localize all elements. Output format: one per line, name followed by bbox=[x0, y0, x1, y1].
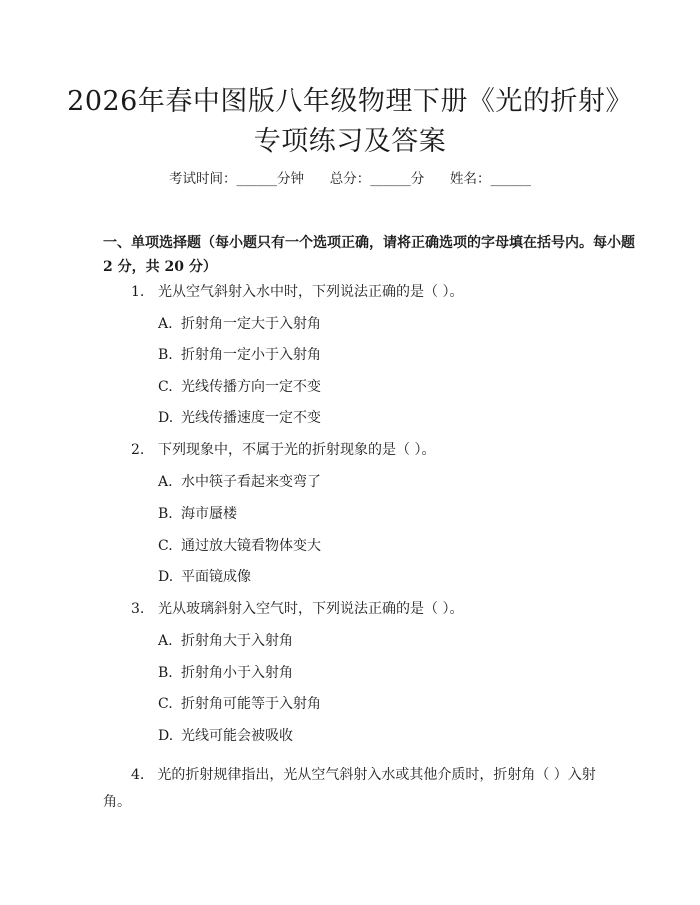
question-number: 4. bbox=[131, 767, 145, 783]
option-text: 折射角一定大于入射角 bbox=[181, 316, 321, 332]
option-letter: B. bbox=[158, 506, 173, 522]
option-text: 光线可能会被吸收 bbox=[181, 728, 293, 744]
document-title: 2026年春中图版八年级物理下册《光的折射》专项练习及答案 bbox=[67, 86, 633, 157]
option-text: 平面镜成像 bbox=[181, 569, 251, 585]
option-letter: D. bbox=[158, 728, 174, 744]
option-letter: A. bbox=[158, 633, 173, 649]
option-letter: C. bbox=[158, 379, 173, 395]
question-number: 3. bbox=[131, 601, 145, 617]
option-letter: B. bbox=[158, 347, 173, 363]
question-text: 下列现象中，不属于光的折射现象的是（ ）。 bbox=[158, 442, 436, 458]
question-text: 光从空气斜射入水中时，下列说法正确的是（ ）。 bbox=[158, 284, 464, 300]
option-text: 折射角小于入射角 bbox=[181, 665, 293, 681]
option-letter: B. bbox=[158, 665, 173, 681]
option-letter: A. bbox=[158, 316, 173, 332]
option-letter: D. bbox=[158, 410, 174, 426]
option-text: 折射角可能等于入射角 bbox=[181, 696, 321, 712]
option-text: 海市蜃楼 bbox=[181, 506, 237, 522]
question-text: 光的折射规律指出，光从空气斜射入水或其他介质时，折射角（ ）入射角。 bbox=[103, 767, 596, 810]
option-text: 光线传播速度一定不变 bbox=[181, 410, 321, 426]
option-text: 水中筷子看起来变弯了 bbox=[181, 474, 321, 490]
question-number: 1. bbox=[131, 284, 145, 300]
option-text: 折射角一定小于入射角 bbox=[181, 347, 321, 363]
exam-meta-line: 考试时间：______分钟 总分：______分 姓名：______ bbox=[169, 171, 531, 187]
option-text: 折射角大于入射角 bbox=[181, 633, 293, 649]
option-text: 光线传播方向一定不变 bbox=[181, 379, 321, 395]
option-letter: C. bbox=[158, 538, 173, 554]
option-letter: D. bbox=[158, 569, 174, 585]
option-text: 通过放大镜看物体变大 bbox=[181, 538, 321, 554]
option-letter: A. bbox=[158, 474, 173, 490]
question-text: 光从玻璃斜射入空气时，下列说法正确的是（ ）。 bbox=[158, 601, 464, 617]
option-letter: C. bbox=[158, 696, 173, 712]
section-heading: 一、单项选择题（每小题只有一个选项正确，请将正确选项的字母填在括号内。每小题 2 分，共 20 分） bbox=[103, 235, 635, 275]
question-number: 2. bbox=[131, 442, 145, 458]
question-4 bbox=[103, 762, 598, 816]
